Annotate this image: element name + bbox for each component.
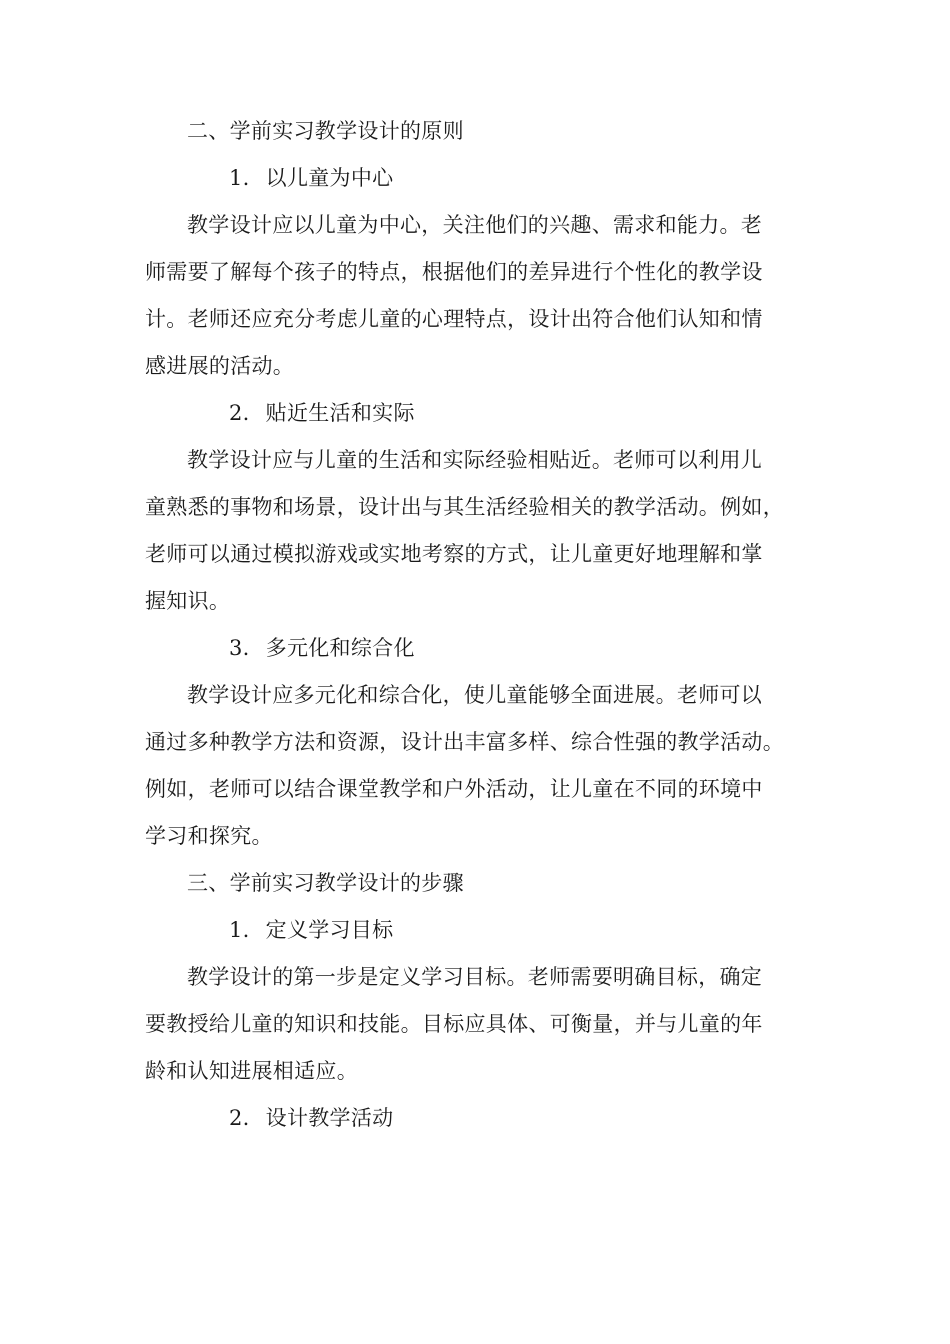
section-2-heading: 二、学前实习教学设计的原则 [187,119,464,143]
paragraph-line: 学习和探究。 [145,824,273,848]
paragraph-2-1 [145,202,807,390]
item-title: 以儿童为中心 [265,166,394,190]
paragraph-3-1 [145,954,807,1095]
paragraph-line: 教学设计的第一步是定义学习目标。老师需要明确目标，确定 [187,965,763,989]
paragraph-line: 师需要了解每个孩子的特点，根据他们的差异进行个性化的教学设 [145,260,763,284]
paragraph-2-3 [145,672,807,860]
item-number: 1. [229,166,250,190]
paragraph-2-2 [145,437,807,625]
paragraph-line: 龄和认知进展相适应。 [145,1059,358,1083]
item-heading-3-2 [145,1095,807,1142]
item-title: 设计教学活动 [265,1106,394,1130]
paragraph-line: 通过多种教学方法和资源，设计出丰富多样、综合性强的教学活动。 [145,730,784,754]
paragraph-line: 教学设计应与儿童的生活和实际经验相贴近。老师可以利用儿 [187,448,763,472]
paragraph-line: 教学设计应以儿童为中心，关注他们的兴趣、需求和能力。老 [187,213,763,237]
item-number: 1. [229,918,250,942]
item-heading-3-1 [145,907,807,954]
item-heading-2-1 [145,155,807,202]
item-title: 多元化和综合化 [265,636,415,660]
item-heading-2-2 [145,390,807,437]
paragraph-line: 计。老师还应充分考虑儿童的心理特点，设计出符合他们认知和情 [145,307,763,331]
item-number: 3. [229,636,250,660]
paragraph-line: 例如，老师可以结合课堂教学和户外活动，让儿童在不同的环境中 [145,777,763,801]
paragraph-line: 童熟悉的事物和场景，设计出与其生活经验相关的教学活动。例如， [145,495,784,519]
paragraph-line: 握知识。 [145,589,231,613]
item-number: 2. [229,401,250,425]
paragraph-line: 老师可以通过模拟游戏或实地考察的方式，让儿童更好地理解和掌 [145,542,763,566]
item-title: 贴近生活和实际 [265,401,415,425]
item-title: 定义学习目标 [265,918,394,942]
paragraph-line: 要教授给儿童的知识和技能。目标应具体、可衡量，并与儿童的年 [145,1012,763,1036]
item-number: 2. [229,1106,250,1130]
item-heading-2-3 [145,625,807,672]
document-body [145,108,807,1142]
paragraph-line: 教学设计应多元化和综合化，使儿童能够全面进展。老师可以 [187,683,763,707]
section-3-heading: 三、学前实习教学设计的步骤 [187,871,464,895]
paragraph-line: 感进展的活动。 [145,354,295,378]
